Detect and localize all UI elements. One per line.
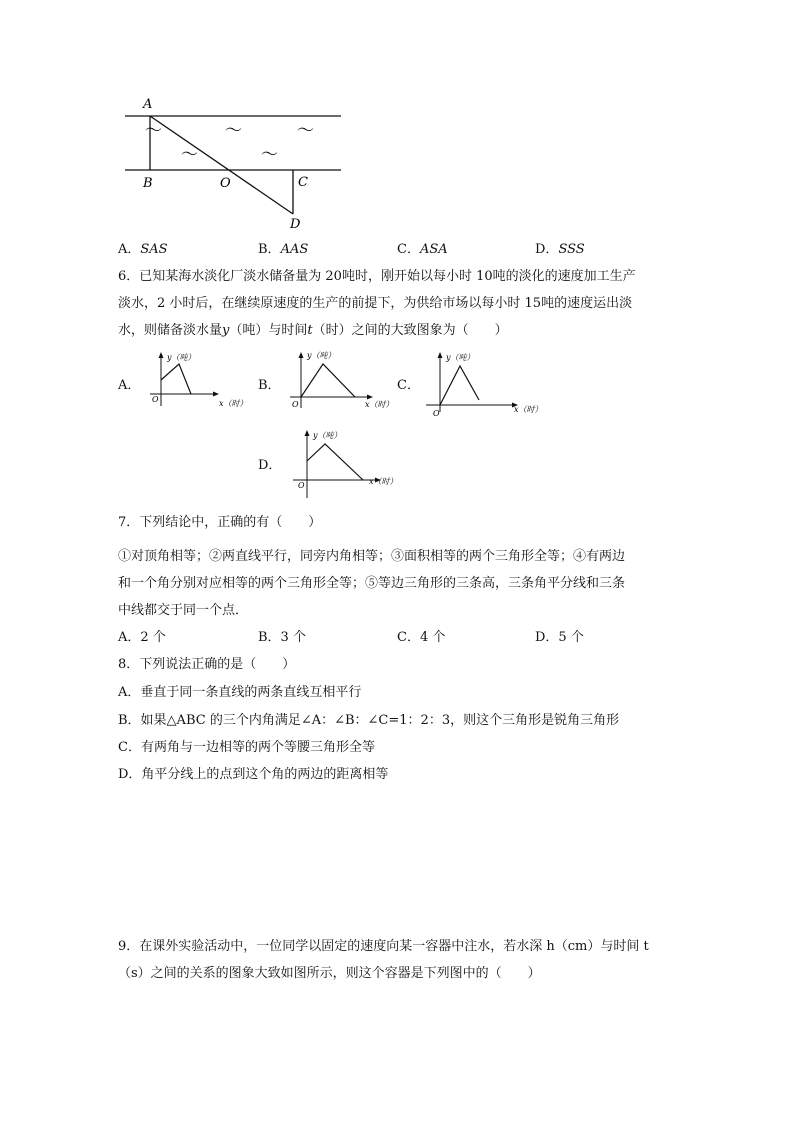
q6-option-a-label[interactable]: A．	[118, 378, 141, 393]
svg-text:x（时）: x（时）	[514, 405, 543, 414]
q8-option-b[interactable]: B．如果△ABC 的三个内角满足∠A：∠B：∠C=1：2：3，则这个三角形是锐角三角形	[118, 713, 620, 728]
point-label-C: C	[298, 175, 308, 190]
point-label-O: O	[220, 176, 231, 191]
q7-option-b[interactable]: B．3 个	[258, 630, 306, 645]
q7-option-d[interactable]: D．5 个	[535, 630, 584, 645]
svg-text:O: O	[298, 481, 305, 490]
svg-text:y（吨）: y（吨）	[313, 431, 342, 440]
q8-option-c[interactable]: C．有两角与一边相等的两个等腰三角形全等	[118, 740, 375, 755]
wave-mark: ～	[297, 121, 314, 141]
q6-option-c-graph[interactable]	[424, 350, 554, 420]
q7-body-line-1: ①对顶角相等；②两直线平行，同旁内角相等；③面积相等的两个三角形全等；④有两边	[118, 549, 626, 564]
svg-text:O: O	[152, 395, 159, 404]
svg-text:y（吨）: y（吨）	[167, 353, 196, 362]
option-letter: B．	[258, 242, 281, 257]
point-label-A: A	[143, 97, 153, 112]
option-letter: D．	[535, 242, 559, 257]
svg-text:O: O	[292, 400, 299, 409]
q9-stem-line-1: 9．在课外实验活动中，一位同学以固定的速度向某一容器中注水，若水深 h（cm）与时间 t	[118, 939, 649, 954]
point-label-B: B	[143, 176, 153, 191]
q5-option-c[interactable]	[397, 243, 448, 256]
q5-option-b[interactable]	[258, 243, 308, 256]
q8-stem: 8．下列说法正确的是（ ）	[118, 657, 296, 672]
svg-text:y（吨）: y（吨）	[307, 351, 336, 360]
q6-option-d-label[interactable]: D．	[258, 458, 282, 473]
q5-geometry-figure	[115, 90, 355, 235]
point-label-D: D	[290, 217, 301, 232]
q6-option-b-graph[interactable]	[285, 346, 400, 416]
wave-mark: ～	[181, 145, 198, 165]
q5-option-a[interactable]	[118, 243, 168, 256]
segment-AD	[150, 116, 293, 214]
q6-stem-line-2: 淡水，2 小时后，在继续原速度的生产的前提下，为供给市场以每小时 15吨的速度运出淡	[118, 296, 633, 311]
option-value: SAS	[140, 242, 168, 257]
q6-option-a-graph[interactable]	[145, 348, 250, 416]
q6-option-b-label[interactable]: B．	[258, 378, 281, 393]
q7-body-line-2: 和一个角分别对应相等的两个三角形全等；⑤等边三角形的三条高，三条角平分线和三条	[118, 576, 626, 591]
option-letter: A．	[118, 242, 141, 257]
wave-mark: ～	[225, 121, 242, 141]
q6-stem-line-1: 6．已知某海水淡化厂淡水储备量为 20吨时，刚开始以每小时 10吨的淡化的速度加工生产	[118, 269, 636, 284]
q7-option-c[interactable]: C．4 个	[397, 630, 446, 645]
option-letter: C．	[397, 242, 420, 257]
option-value: AAS	[280, 242, 309, 257]
q6-option-d-graph[interactable]	[285, 426, 410, 501]
svg-text:x（时）: x（时）	[365, 400, 394, 409]
wave-mark: ～	[145, 121, 162, 141]
q7-body-line-3: 中线都交于同一个点．	[118, 603, 249, 618]
q6-stem-line-3: 水，则储备淡水量y（吨）与时间t（时）之间的大致图象为（ ）	[118, 323, 508, 338]
svg-text:x（时）: x（时）	[369, 477, 398, 486]
q7-option-a[interactable]: A．2 个	[118, 630, 166, 645]
option-value: ASA	[419, 242, 448, 257]
q9-stem-line-2: （s）之间的关系的图象大致如图所示，则这个容器是下列图中的（ ）	[118, 966, 541, 981]
svg-text:x（时）: x（时）	[219, 399, 248, 408]
q8-option-a[interactable]: A．垂直于同一条直线的两条直线互相平行	[118, 685, 362, 700]
svg-text:O: O	[433, 409, 440, 418]
q7-stem: 7．下列结论中，正确的有（ ）	[118, 515, 322, 530]
wave-mark: ～	[261, 145, 278, 165]
q6-option-c-label[interactable]: C．	[397, 378, 420, 393]
svg-text:y（吨）: y（吨）	[446, 353, 475, 362]
q8-option-d[interactable]: D．角平分线上的点到这个角的两边的距离相等	[118, 767, 389, 782]
q5-option-d[interactable]	[535, 243, 585, 256]
option-value: SSS	[558, 242, 585, 257]
